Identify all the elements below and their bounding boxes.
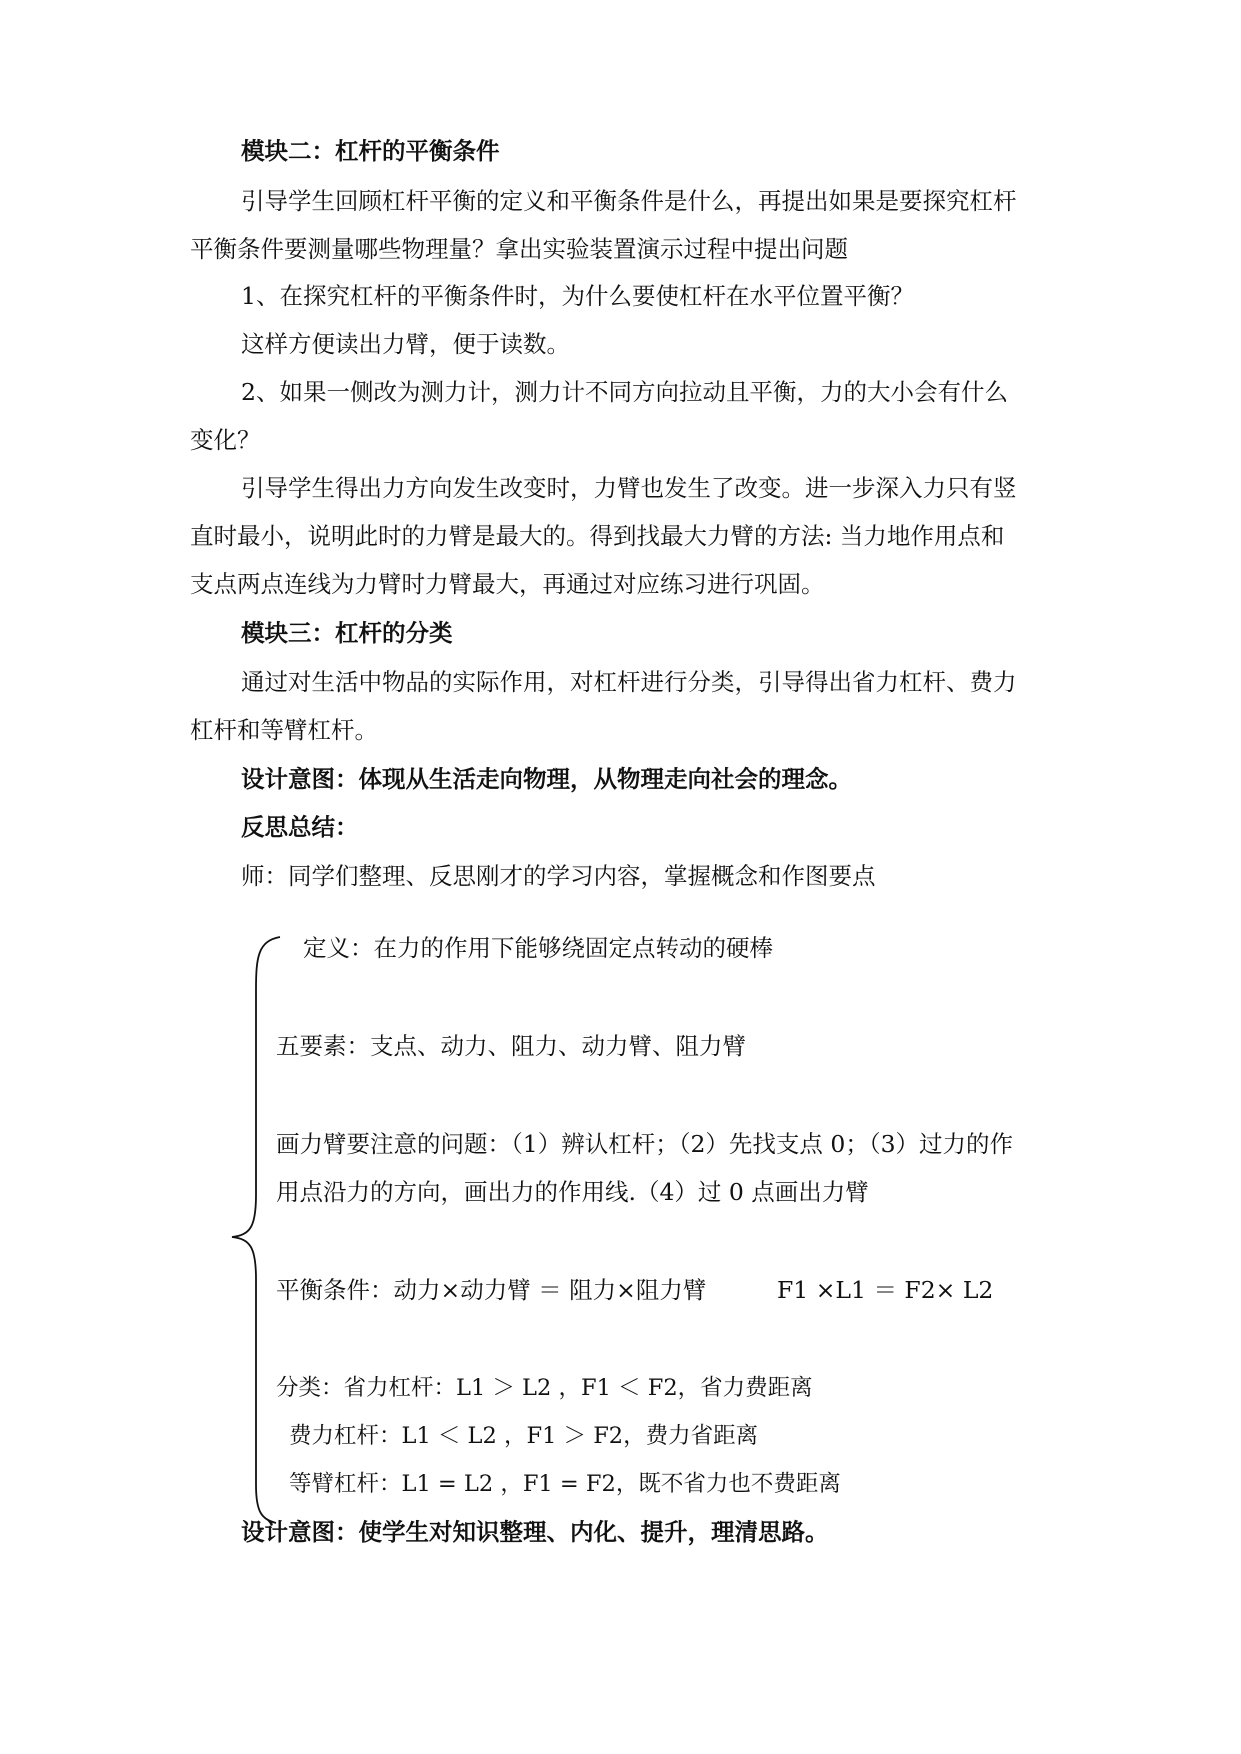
- module3-paragraph-line: 通过对生活中物品的实际作用，对杠杆进行分类，引导得出省力杠杆、费力: [241, 668, 1017, 696]
- module3-heading: 模块三：杠杆的分类: [241, 619, 453, 647]
- answer-1: 这样方便读出力臂，便于读数。: [241, 330, 570, 358]
- summary-balance-condition: 平衡条件：动力×动力臂 ＝ 阻力×阻力臂: [276, 1276, 707, 1304]
- module2-heading: 模块二：杠杆的平衡条件: [241, 137, 500, 165]
- summary-five-elements: 五要素：支点、动力、阻力、动力臂、阻力臂: [276, 1032, 746, 1060]
- module2-explanation-line: 直时最小，说明此时的力臂是最大的。得到找最大力臂的方法: 当力地作用点和: [190, 522, 1005, 550]
- module3-design-intent: 设计意图：体现从生活走向物理，从物理走向社会的理念。: [241, 765, 852, 793]
- module2-paragraph-line: 引导学生回顾杠杆平衡的定义和平衡条件是什么，再提出如果是要探究杠杆: [241, 187, 1017, 215]
- module2-explanation-line: 支点两点连线为力臂时力臂最大，再通过对应练习进行巩固。: [190, 570, 825, 598]
- summary-teacher-line: 师：同学们整理、反思刚才的学习内容，掌握概念和作图要点: [241, 862, 876, 890]
- question-2-continued: 变化？: [190, 426, 261, 454]
- summary-drawing-note-continued: 用点沿力的方向，画出力的作用线.（4）过 0 点画出力臂: [276, 1178, 869, 1206]
- summary-classification-line: 等臂杠杆：L1 = L2 ，F1 = F2，既不省力也不费距离: [289, 1471, 841, 1497]
- question-2: 2、如果一侧改为测力计，测力计不同方向拉动且平衡，力的大小会有什么: [241, 378, 1008, 406]
- summary-design-intent: 设计意图：使学生对知识整理、内化、提升，理清思路。: [241, 1518, 829, 1546]
- module2-explanation-line: 引导学生得出力方向发生改变时，力臂也发生了改变。进一步深入力只有竖: [241, 474, 1017, 502]
- question-1: 1、在探究杠杆的平衡条件时，为什么要使杠杆在水平位置平衡？: [241, 282, 914, 310]
- summary-drawing-note: 画力臂要注意的问题：（1）辨认杠杆；（2）先找支点 0；（3）过力的作: [276, 1130, 1014, 1158]
- summary-classification-line: 分类：省力杠杆：L1 ＞ L2 ，F1 ＜ F2，省力费距离: [276, 1375, 813, 1401]
- module3-paragraph-line: 杠杆和等臂杠杆。: [190, 716, 378, 744]
- curly-brace: [226, 935, 286, 1525]
- summary-definition: 定义：在力的作用下能够绕固定点转动的硬棒: [303, 934, 773, 962]
- module2-paragraph-line: 平衡条件要测量哪些物理量？拿出实验装置演示过程中提出问题: [190, 235, 848, 263]
- summary-classification-line: 费力杠杆：L1 ＜ L2 ，F1 ＞ F2，费力省距离: [289, 1423, 759, 1449]
- summary-balance-formula: F1 ×L1 ＝ F2× L2: [777, 1276, 994, 1304]
- summary-heading: 反思总结：: [241, 813, 359, 841]
